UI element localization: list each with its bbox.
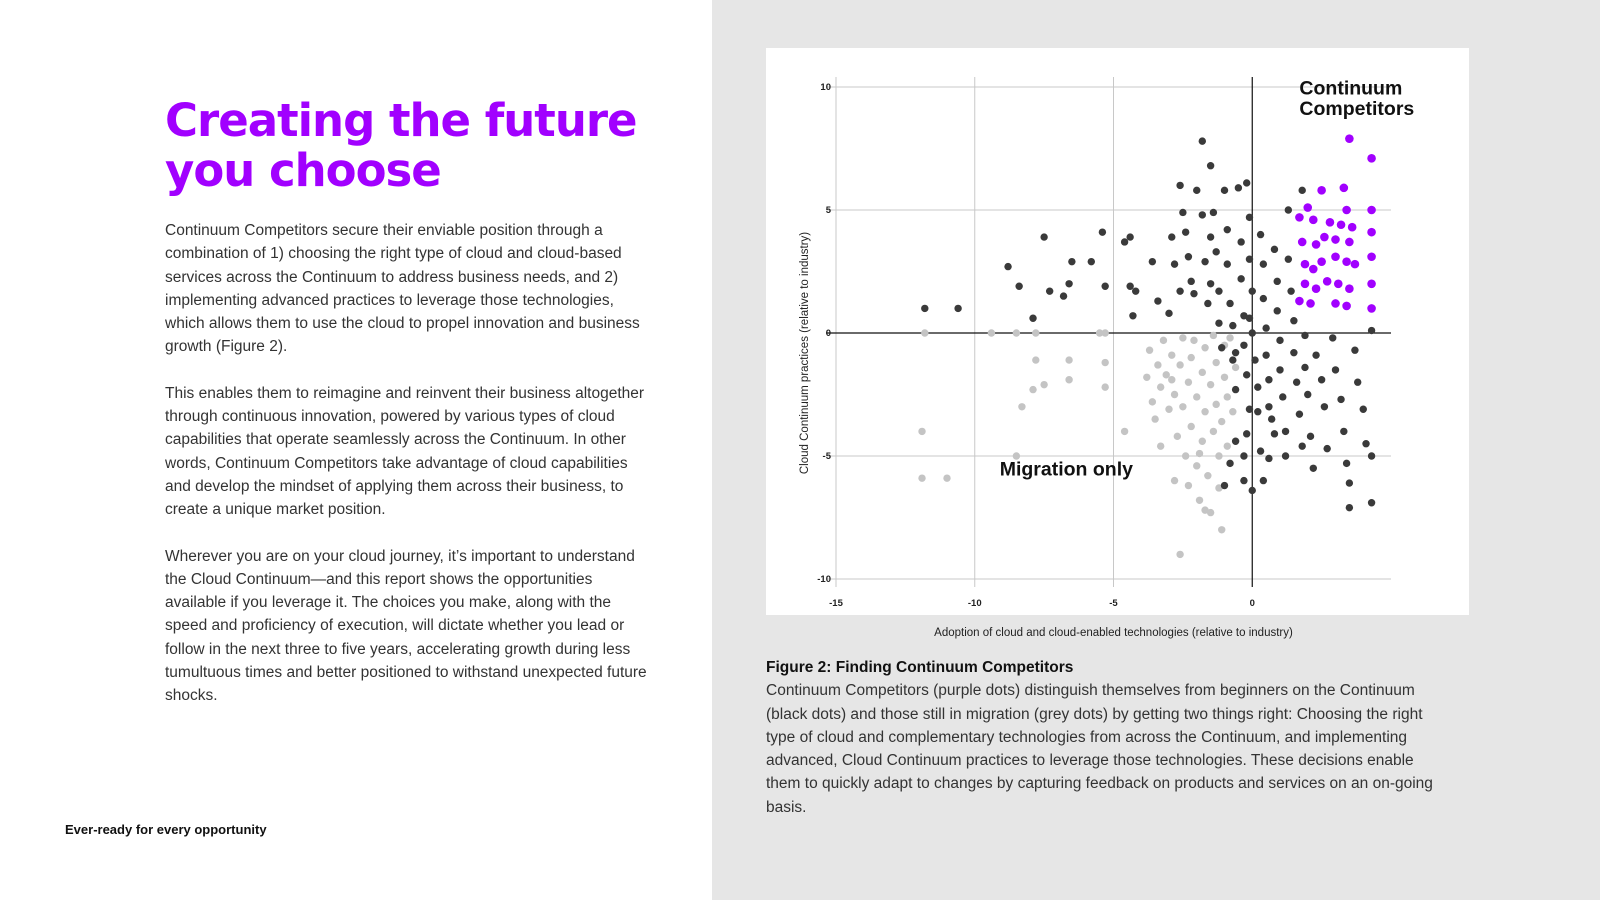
migration-point [988, 329, 995, 336]
migration-point [1101, 383, 1108, 390]
migration-point [943, 474, 950, 481]
beginner-point [1368, 499, 1375, 506]
x-axis-title: Adoption of cloud and cloud-enabled technologies (relative to industry) [934, 627, 1293, 639]
beginner-point [1099, 228, 1106, 235]
beginner-point [1207, 233, 1214, 240]
beginner-point [1360, 406, 1367, 413]
beginner-point [1229, 322, 1236, 329]
beginner-point [1224, 226, 1231, 233]
beginner-point [1243, 430, 1250, 437]
beginner-point [1265, 376, 1272, 383]
beginner-point [1040, 233, 1047, 240]
beginner-point [1232, 349, 1239, 356]
migration-point [1154, 361, 1161, 368]
beginner-point [1274, 278, 1281, 285]
beginner-point [1337, 396, 1344, 403]
beginner-point [1290, 317, 1297, 324]
beginner-point [1171, 260, 1178, 267]
beginner-point [1226, 460, 1233, 467]
beginner-point [1332, 366, 1339, 373]
competitor-point [1331, 252, 1340, 261]
beginner-point [1046, 287, 1053, 294]
beginner-point [1182, 228, 1189, 235]
competitor-point [1345, 134, 1354, 143]
y-tick-label: -10 [817, 574, 831, 585]
beginner-point [1212, 248, 1219, 255]
beginner-point [1188, 278, 1195, 285]
beginner-point [1004, 263, 1011, 270]
competitor-point [1367, 252, 1376, 261]
y-axis-title: Cloud Continuum practices (relative to industry) [799, 231, 811, 475]
migration-point [1199, 369, 1206, 376]
beginner-point [1246, 256, 1253, 263]
beginner-point [1323, 445, 1330, 452]
beginner-point [1368, 327, 1375, 334]
migration-point [1218, 418, 1225, 425]
y-tick-label: 5 [825, 205, 831, 216]
migration-point [1201, 408, 1208, 415]
migration-point [1151, 415, 1158, 422]
migration-point [1174, 433, 1181, 440]
beginner-point [1254, 408, 1261, 415]
competitor-point [1309, 265, 1318, 274]
competitor-point [1323, 277, 1332, 286]
migration-point [1226, 334, 1233, 341]
scatter-chart [766, 48, 1469, 639]
beginner-point [1310, 465, 1317, 472]
beginner-point [1249, 287, 1256, 294]
competitor-point [1301, 280, 1310, 289]
beginner-point [1329, 334, 1336, 341]
beginner-point [1274, 307, 1281, 314]
migration-point [1029, 386, 1036, 393]
beginner-point [1201, 258, 1208, 265]
figure-caption [766, 656, 1446, 819]
migration-point [1146, 347, 1153, 354]
migration-point [1149, 398, 1156, 405]
migration-point [1101, 359, 1108, 366]
competitor-point [1367, 206, 1376, 215]
migration-point [1201, 344, 1208, 351]
competitor-point [1320, 233, 1329, 242]
migration-point [1210, 428, 1217, 435]
migration-point [1210, 332, 1217, 339]
label-layer [799, 77, 1414, 639]
beginner-point [1346, 479, 1353, 486]
migration-point [1065, 376, 1072, 383]
migration-point [1190, 337, 1197, 344]
beginner-point [1299, 187, 1306, 194]
beginner-point [1307, 433, 1314, 440]
beginner-point [1193, 187, 1200, 194]
x-tick-label: -5 [1109, 598, 1118, 609]
beginner-point [1237, 238, 1244, 245]
beginner-point [1029, 315, 1036, 322]
competitor-point [1351, 260, 1360, 269]
beginner-point [1299, 442, 1306, 449]
beginner-point [1207, 280, 1214, 287]
competitor-point [1295, 213, 1304, 222]
beginner-point [1290, 349, 1297, 356]
beginner-point [1260, 295, 1267, 302]
beginner-point [1190, 290, 1197, 297]
competitor-point [1317, 257, 1326, 266]
competitor-point [1367, 228, 1376, 237]
competitor-point [1334, 280, 1343, 289]
page-title: Creating the future you choose [165, 94, 637, 197]
competitor-point [1342, 302, 1351, 311]
beginner-point [1060, 292, 1067, 299]
beginner-point [1232, 438, 1239, 445]
beginner-point [1260, 260, 1267, 267]
migration-point [1204, 472, 1211, 479]
beginner-point [1268, 415, 1275, 422]
migration-point [918, 474, 925, 481]
page-footer: Ever-ready for every opportunity [65, 822, 267, 837]
migration-point [1207, 381, 1214, 388]
annotation-continuum-competitors: Continuum Competitors [1299, 77, 1415, 120]
beginner-point [1285, 206, 1292, 213]
migration-point [1232, 364, 1239, 371]
competitor-point [1295, 297, 1304, 306]
competitor-point [1312, 240, 1321, 249]
migration-point [1215, 452, 1222, 459]
beginner-point [1132, 287, 1139, 294]
migration-point [1179, 403, 1186, 410]
beginner-point [1246, 406, 1253, 413]
beginner-point [1176, 182, 1183, 189]
migration-point [1188, 354, 1195, 361]
migration-point [1182, 452, 1189, 459]
competitor-point [1317, 186, 1326, 195]
chart-card [766, 48, 1469, 639]
beginner-point [1265, 403, 1272, 410]
migration-point [1201, 506, 1208, 513]
migration-point [1065, 356, 1072, 363]
caption-text: Continuum Competitors (purple dots) distinguish themselves from beginners on the Continuum (black dots) and those still in migration (grey dots) by getting two things right: Choosing the right type of cloud and complementary technologies from across the Continuum, and implementing advanced, Cloud Continuum practices to leverage those technologies. These decisions enable them to quickly adapt to changes by capturing feedback on products and services on an on-going basis. [766, 682, 1433, 816]
competitor-point [1301, 260, 1310, 269]
competitor-point [1312, 284, 1321, 293]
beginner-point [1215, 319, 1222, 326]
competitor-point [1303, 203, 1312, 212]
competitor-point [1337, 220, 1346, 229]
migration-point [1013, 329, 1020, 336]
beginner-point [1207, 162, 1214, 169]
beginner-point [1237, 275, 1244, 282]
beginner-point [1246, 315, 1253, 322]
beginner-point [1296, 410, 1303, 417]
body-paragraph-2: This enables them to reimagine and reinvent their business altogether through continuous innovation, powered by various types of cloud capabilities that operate seamlessly across the Continuum. In other words, Continuum Competitors take advantage of cloud capabilities and develop the mindset of applying them across their business, to create a unique market position. [165, 384, 645, 519]
competitor-point [1367, 154, 1376, 163]
y-tick-label: -5 [822, 451, 831, 462]
beginner-point [1126, 283, 1133, 290]
migration-point [1176, 551, 1183, 558]
migration-point [1224, 442, 1231, 449]
migration-point [918, 428, 925, 435]
x-tick-label: -15 [829, 598, 843, 609]
competitor-point [1345, 284, 1354, 293]
body-paragraph-3: Wherever you are on your cloud journey, it’s important to understand the Cloud Continuum—and this report shows the opportunities available if you leverage it. The choices you make, along with the speed and proficiency of execution, will dictate whether you lead or follow in the next three to five years, accelerating growth during less tumultuous times and better positioned to withstand unexpected future shocks. [165, 547, 647, 705]
y-tick-label: 10 [820, 82, 831, 93]
beginner-point [1343, 460, 1350, 467]
beginner-point [1265, 455, 1272, 462]
competitor-point [1367, 304, 1376, 313]
migration-point [1143, 374, 1150, 381]
caption-title: Figure 2: Finding Continuum Competitors [766, 659, 1074, 676]
beginner-point [1065, 280, 1072, 287]
beginner-point [1318, 376, 1325, 383]
beginner-point [1165, 310, 1172, 317]
beginner-point [1251, 356, 1258, 363]
beginner-point [1121, 238, 1128, 245]
left-panel [0, 0, 712, 900]
beginner-point [1199, 137, 1206, 144]
competitor-point [1298, 238, 1307, 247]
body-text [165, 219, 657, 731]
competitor-point [1306, 299, 1315, 308]
beginner-point [1215, 287, 1222, 294]
migration-point [1193, 462, 1200, 469]
beginner-point [1260, 477, 1267, 484]
migration-point [1171, 391, 1178, 398]
competitor-point [1309, 216, 1318, 225]
migration-point [1179, 334, 1186, 341]
beginner-point [1354, 379, 1361, 386]
beginner-point [1279, 393, 1286, 400]
migration-point [1224, 393, 1231, 400]
migration-point [1188, 423, 1195, 430]
competitor-point [1326, 218, 1335, 227]
competitor-point [1342, 257, 1351, 266]
beginner-point [1287, 287, 1294, 294]
beginner-point [1301, 332, 1308, 339]
beginner-point [1249, 487, 1256, 494]
migration-point [1221, 374, 1228, 381]
migration-point [1018, 403, 1025, 410]
beginner-point [1168, 233, 1175, 240]
beginner-point [1340, 428, 1347, 435]
beginner-point [1221, 187, 1228, 194]
beginner-point [1218, 344, 1225, 351]
migration-point [1121, 428, 1128, 435]
migration-point [1157, 442, 1164, 449]
beginner-point [1232, 386, 1239, 393]
beginner-point [1312, 351, 1319, 358]
beginner-point [1249, 329, 1256, 336]
competitor-point [1340, 184, 1349, 193]
migration-point [1199, 438, 1206, 445]
beginner-point [921, 305, 928, 312]
beginner-point [1271, 246, 1278, 253]
beginner-point [1229, 356, 1236, 363]
migration-point [1168, 351, 1175, 358]
beginner-point [1235, 184, 1242, 191]
beginner-point [1240, 452, 1247, 459]
beginner-point [1368, 452, 1375, 459]
competitor-point [1331, 299, 1340, 308]
beginner-point [1346, 504, 1353, 511]
beginner-point [1271, 430, 1278, 437]
competitor-point [1342, 206, 1351, 215]
beginner-point [1210, 209, 1217, 216]
migration-point [1171, 477, 1178, 484]
migration-point [1212, 359, 1219, 366]
competitor-point [1367, 280, 1376, 289]
migration-point [1218, 526, 1225, 533]
competitor-point [1345, 238, 1354, 247]
migration-point [1160, 337, 1167, 344]
beginner-point [1285, 256, 1292, 263]
beginner-point [954, 305, 961, 312]
migration-point [1165, 406, 1172, 413]
beginner-point [1176, 287, 1183, 294]
x-tick-label: 0 [1249, 598, 1255, 609]
x-tick-label: -10 [967, 598, 982, 609]
beginner-point [1015, 283, 1022, 290]
beginner-point [1301, 364, 1308, 371]
beginner-point [1276, 337, 1283, 344]
migration-point [1196, 450, 1203, 457]
beginner-point [1243, 179, 1250, 186]
migration-point [1032, 356, 1039, 363]
beginner-point [1276, 366, 1283, 373]
points-layer [918, 134, 1376, 558]
beginner-point [1293, 379, 1300, 386]
migration-point [1176, 361, 1183, 368]
annotation-migration-only: Migration only [999, 458, 1133, 481]
migration-point [1185, 379, 1192, 386]
beginner-point [1179, 209, 1186, 216]
beginner-point [1257, 447, 1264, 454]
beginner-point [1126, 233, 1133, 240]
migration-point [1229, 408, 1236, 415]
beginner-point [1254, 383, 1261, 390]
migration-point [1157, 383, 1164, 390]
beginner-point [1246, 214, 1253, 221]
migration-point [1212, 401, 1219, 408]
beginner-point [1204, 300, 1211, 307]
beginner-point [1068, 258, 1075, 265]
beginner-point [1243, 371, 1250, 378]
beginner-point [1221, 482, 1228, 489]
body-paragraph-1: Continuum Competitors secure their enviable position through a combination of 1) choosing the right type of cloud and cloud-based services across the Continuum to address business needs, and 2) implementing advanced practices to leverage those technologies, which allows them to use the cloud to propel innovation and business growth (Figure 2). [165, 222, 640, 356]
migration-point [1168, 376, 1175, 383]
migration-point [1163, 371, 1170, 378]
migration-point [1032, 329, 1039, 336]
beginner-point [1185, 253, 1192, 260]
beginner-point [1129, 312, 1136, 319]
migration-point [921, 329, 928, 336]
beginner-point [1282, 428, 1289, 435]
migration-point [1040, 381, 1047, 388]
beginner-point [1321, 403, 1328, 410]
beginner-point [1149, 258, 1156, 265]
beginner-point [1257, 231, 1264, 238]
beginner-point [1101, 283, 1108, 290]
migration-point [1196, 497, 1203, 504]
beginner-point [1304, 391, 1311, 398]
beginner-point [1240, 477, 1247, 484]
beginner-point [1262, 324, 1269, 331]
beginner-point [1282, 452, 1289, 459]
competitor-point [1348, 223, 1357, 232]
beginner-point [1351, 347, 1358, 354]
beginner-point [1240, 342, 1247, 349]
beginner-point [1088, 258, 1095, 265]
beginner-point [1199, 211, 1206, 218]
y-tick-label: 0 [825, 328, 831, 339]
beginner-point [1362, 440, 1369, 447]
migration-point [1193, 393, 1200, 400]
beginner-point [1226, 300, 1233, 307]
migration-point [1185, 482, 1192, 489]
beginner-point [1154, 297, 1161, 304]
migration-point [1101, 329, 1108, 336]
competitor-point [1331, 235, 1340, 244]
beginner-point [1224, 260, 1231, 267]
beginner-point [1262, 351, 1269, 358]
